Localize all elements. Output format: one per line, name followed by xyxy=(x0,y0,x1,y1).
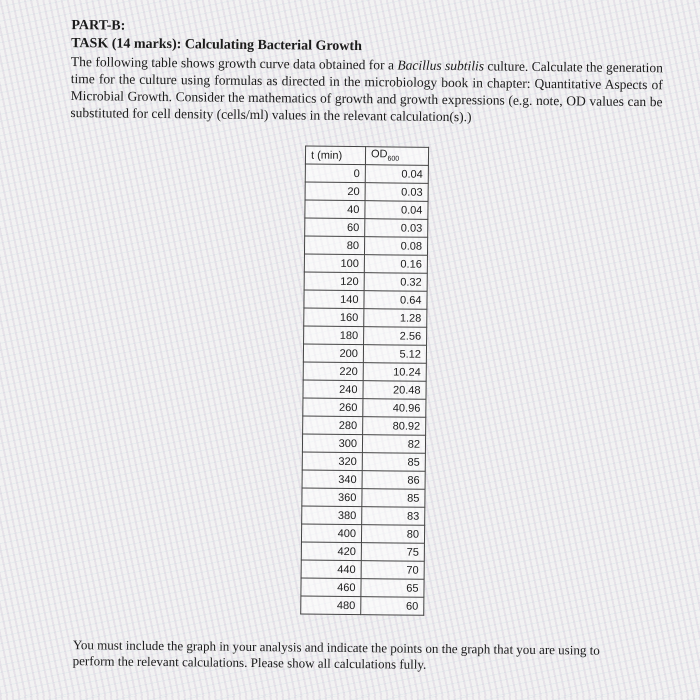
od-cell: 40.96 xyxy=(363,399,426,418)
time-cell: 280 xyxy=(303,416,363,435)
table-row xyxy=(302,434,425,453)
growth-data-table xyxy=(300,146,429,616)
od-cell: 0.04 xyxy=(365,201,428,220)
od-cell: 60 xyxy=(361,597,424,616)
organism-name: Bacillus subtilis xyxy=(397,57,485,74)
task-heading: TASK (14 marks): Calculating Bacterial Growth xyxy=(71,36,362,55)
time-cell: 100 xyxy=(304,254,364,273)
time-cell: 220 xyxy=(303,362,363,381)
table-row xyxy=(302,452,425,471)
od-cell: 2.56 xyxy=(364,327,427,346)
time-cell: 180 xyxy=(304,326,364,345)
table-row xyxy=(303,398,426,417)
time-cell: 140 xyxy=(304,290,364,309)
od-cell: 80.92 xyxy=(363,417,426,436)
instructions-text-1: The following table shows growth curve data obtained for a xyxy=(70,54,398,73)
od-cell: 70 xyxy=(361,561,424,580)
table-row xyxy=(301,524,424,543)
od-cell: 0.32 xyxy=(364,273,427,292)
table-row xyxy=(305,218,428,237)
od-cell: 0.16 xyxy=(364,255,427,274)
table-row xyxy=(301,596,424,615)
od-cell: 0.64 xyxy=(364,291,427,310)
table-row xyxy=(302,506,425,525)
instructions-paragraph xyxy=(70,53,663,127)
od-cell: 65 xyxy=(361,579,424,598)
time-cell: 300 xyxy=(302,434,362,453)
od-cell: 5.12 xyxy=(363,345,426,364)
part-heading: PART-B: xyxy=(71,18,126,34)
table-row xyxy=(302,470,425,489)
time-cell: 460 xyxy=(301,578,361,597)
time-cell: 240 xyxy=(303,380,363,399)
time-cell: 360 xyxy=(302,488,362,507)
od-cell: 0.04 xyxy=(365,165,428,184)
table-row xyxy=(304,254,427,273)
time-cell: 20 xyxy=(305,182,365,201)
table-row xyxy=(305,182,428,201)
time-cell: 440 xyxy=(301,560,361,579)
od-cell: 20.48 xyxy=(363,381,426,400)
od-cell: 75 xyxy=(361,543,424,562)
table-row xyxy=(304,290,427,309)
time-cell: 40 xyxy=(305,200,365,219)
time-cell: 420 xyxy=(301,542,361,561)
od-cell: 80 xyxy=(361,525,424,544)
time-cell: 160 xyxy=(304,308,364,327)
time-cell: 320 xyxy=(302,452,362,471)
od-cell: 0.03 xyxy=(365,183,428,202)
table-row xyxy=(305,200,428,219)
od-cell: 85 xyxy=(362,489,425,508)
od-cell: 0.08 xyxy=(364,237,427,256)
time-cell: 260 xyxy=(303,398,363,417)
table-row xyxy=(301,542,424,561)
table-row xyxy=(304,326,427,345)
table-row xyxy=(304,308,427,327)
table-row xyxy=(301,578,424,597)
table-row xyxy=(304,272,427,291)
table-row xyxy=(304,236,427,255)
table-row xyxy=(303,380,426,399)
od-label: OD xyxy=(370,148,388,161)
time-cell: 60 xyxy=(305,218,365,237)
od-cell: 10.24 xyxy=(363,363,426,382)
table-row xyxy=(303,344,426,363)
time-cell: 200 xyxy=(303,344,363,363)
od-cell: 0.03 xyxy=(365,219,428,238)
table-header-row xyxy=(305,146,428,165)
time-cell: 340 xyxy=(302,470,362,489)
instructions-text-2: culture. Calculate the generation time for the culture using formulas as directed in the microbiology book in chapter: Quantitative Aspects of Microbial Growth. Consider the mathematics of growth and growth expressions (e.g. note, OD values can be substituted for cell density (cells/ml) values in the relevant calculation(s).) xyxy=(70,58,664,125)
table-row xyxy=(302,488,425,507)
od-wavelength: 600 xyxy=(387,155,400,164)
od-cell: 83 xyxy=(362,507,425,526)
od-cell: 1.28 xyxy=(364,309,427,328)
time-cell: 80 xyxy=(304,236,364,255)
time-cell: 380 xyxy=(302,506,362,525)
time-cell: 120 xyxy=(304,272,364,291)
table-row xyxy=(301,560,424,579)
footer-instruction: You must include the graph in your analysis and indicate the points on the graph that you are using to perform the relevant calculations. Please show all calculations fully. xyxy=(72,637,600,672)
table-row xyxy=(303,416,426,435)
time-cell: 400 xyxy=(301,524,361,543)
od-cell: 85 xyxy=(362,453,425,472)
od-cell: 82 xyxy=(362,435,425,454)
table-body xyxy=(301,164,429,615)
od-column-header xyxy=(365,147,428,166)
od-cell: 86 xyxy=(362,471,425,490)
table-row xyxy=(305,164,428,183)
table-row xyxy=(303,362,426,381)
time-column-header: t (min) xyxy=(305,146,365,165)
time-cell: 480 xyxy=(301,596,361,615)
time-cell: 0 xyxy=(305,164,365,183)
